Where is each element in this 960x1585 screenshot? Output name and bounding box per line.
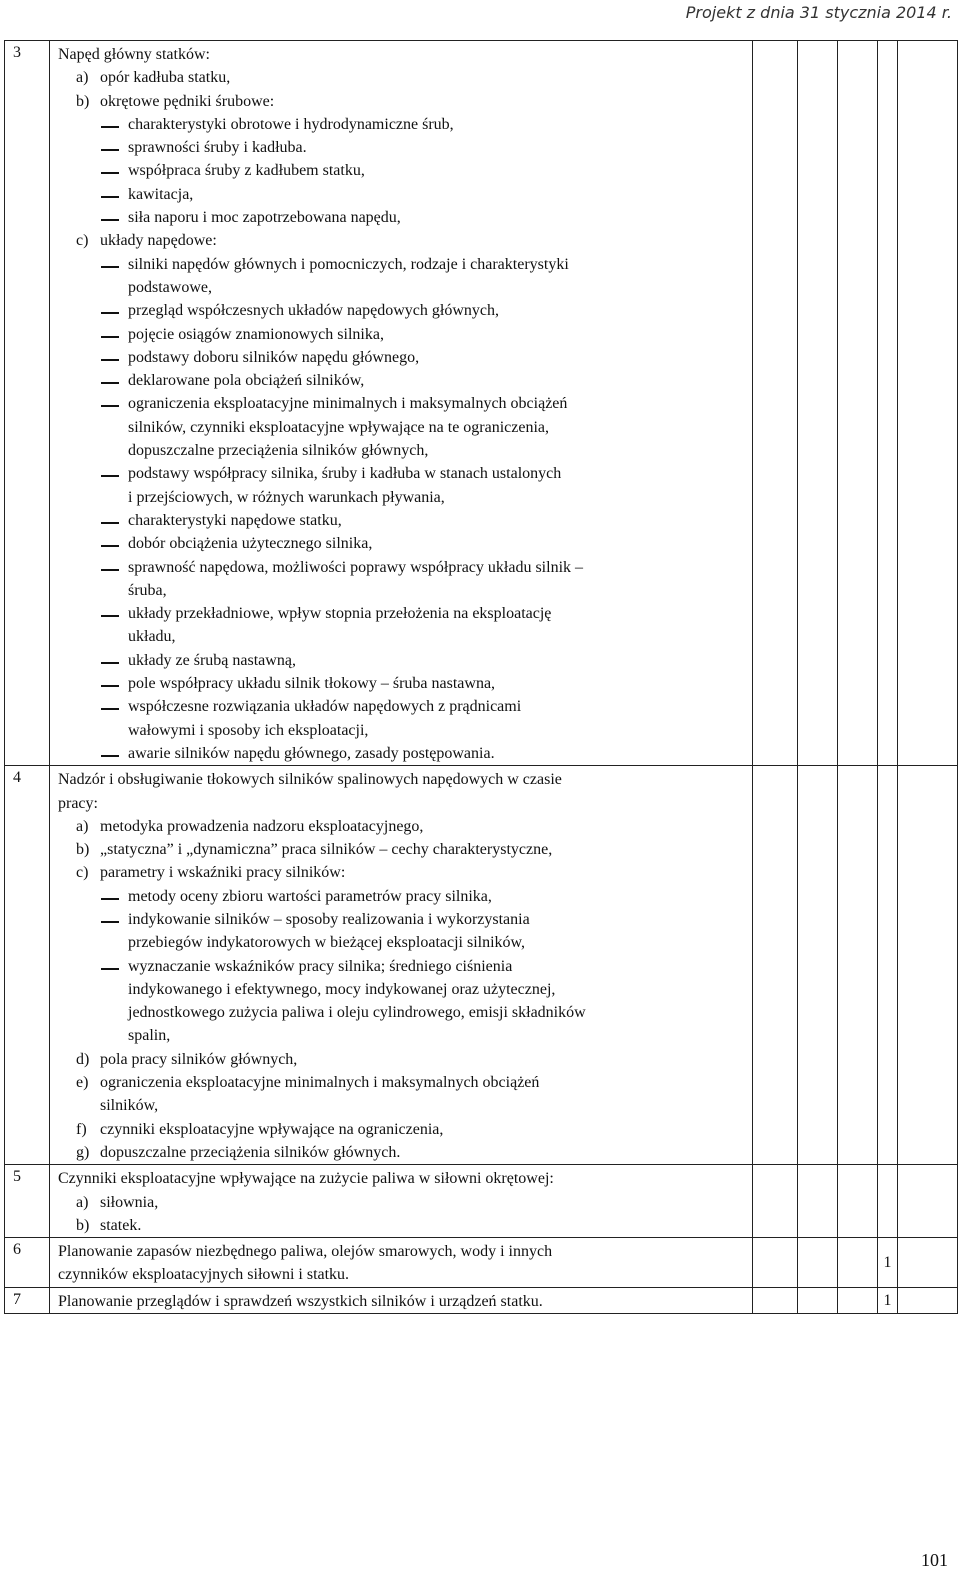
sub-item-label: a) (76, 817, 89, 835)
dash-item: pole współpracy układu silnik tłokowy – śruba nastawna, (58, 672, 748, 695)
dash-item-continuation: układu, (128, 628, 176, 646)
sub-item-text: „statyczna” i „dynamiczna” praca silników – cechy charakterystyczne, (100, 841, 553, 859)
sub-item (58, 90, 748, 113)
dash-item: pojęcie osiągów znamionowych silnika, (58, 323, 748, 346)
dash-item: sprawność napędowa, możliwości poprawy współpracy układu silnik – (58, 556, 748, 579)
dash-item: ograniczenia eksploatacyjne minimalnych i maksymalnych obciążeń (58, 392, 748, 415)
hours-value: 1 (883, 1253, 892, 1271)
table-row (5, 1238, 958, 1288)
dash-item-continuation: spalin, (128, 1027, 171, 1045)
sub-item-label: b) (76, 1216, 90, 1234)
sub-item-text: parametry i wskaźniki pracy silników: (100, 864, 346, 882)
empty-cell (898, 41, 958, 766)
empty-cell (838, 1165, 878, 1238)
sub-item-label: a) (76, 1193, 89, 1211)
topic-title: czynników eksploatacyjnych siłowni i statku. (58, 1266, 350, 1284)
dash-item-continuation: silników, czynniki eksploatacyjne wpływające na te ograniczenia, (128, 418, 550, 436)
sub-item-label: b) (76, 841, 90, 859)
dash-item: dobór obciążenia użytecznego silnika, (58, 532, 748, 555)
sub-item-text: opór kadłuba statku, (100, 69, 231, 87)
dash-item: przegląd współczesnych układów napędowych głównych, (58, 299, 748, 322)
row-number: 5 (5, 1165, 50, 1238)
sub-item (58, 229, 748, 252)
dash-item: układy ze śrubą nastawną, (58, 649, 748, 672)
dash-item: kawitacja, (58, 183, 748, 206)
row-content (50, 1165, 753, 1238)
dash-item: silniki napędów głównych i pomocniczych, rodzaje i charakterystyki (58, 253, 748, 276)
row-content (50, 1287, 753, 1313)
sub-item (58, 861, 748, 884)
sub-item (58, 1191, 748, 1214)
sub-item-text: metodyka prowadzenia nadzoru eksploatacyjnego, (100, 817, 424, 835)
sub-item-label: c) (76, 864, 89, 882)
empty-cell (753, 766, 798, 1165)
dash-item: współczesne rozwiązania układów napędowych z prądnicami (58, 695, 748, 718)
sub-item-text: statek. (100, 1216, 142, 1234)
sub-item-label: c) (76, 232, 89, 250)
dash-item: indykowanie silników – sposoby realizowania i wykorzystania (58, 908, 748, 931)
sub-item (58, 1214, 748, 1237)
table-row (5, 1165, 958, 1238)
hours-cell (878, 1165, 898, 1238)
topic-title: Napęd główny statków: (58, 46, 210, 63)
sub-item (58, 66, 748, 89)
sub-item (58, 838, 748, 861)
sub-item (58, 815, 748, 838)
sub-item-text: okrętowe pędniki śrubowe: (100, 92, 275, 110)
dash-item-continuation: podstawowe, (128, 278, 212, 296)
dash-item-continuation: dopuszczalne przeciążenia silników głównych, (128, 442, 429, 460)
dash-item-continuation: indykowanego i efektywnego, mocy indykowanej oraz użytecznej, (128, 980, 556, 998)
topic-title: Planowanie zapasów niezbędnego paliwa, olejów smarowych, wody i innych (58, 1243, 553, 1261)
empty-cell (753, 1287, 798, 1313)
dash-item: układy przekładniowe, wpływ stopnia przełożenia na eksploatację (58, 602, 748, 625)
hours-cell (878, 766, 898, 1165)
empty-cell (798, 1287, 838, 1313)
hours-cell (878, 1287, 898, 1313)
hours-cell (878, 41, 898, 766)
sub-item (58, 1141, 748, 1164)
hours-value: 1 (883, 1291, 892, 1309)
table-row (5, 41, 958, 766)
dash-item-continuation: i przejściowych, w różnych warunkach pływania, (128, 488, 445, 506)
row-number: 3 (5, 41, 50, 766)
row-number: 4 (5, 766, 50, 1165)
empty-cell (838, 1287, 878, 1313)
row-number: 6 (5, 1238, 50, 1288)
dash-item: sprawności śruby i kadłuba. (58, 136, 748, 159)
dash-item: podstawy doboru silników napędu głównego, (58, 346, 748, 369)
sub-item-continuation: silników, (100, 1097, 159, 1115)
sub-item-label: g) (76, 1143, 90, 1161)
dash-item: podstawy współpracy silnika, śruby i kadłuba w stanach ustalonych (58, 462, 748, 485)
dash-item: wyznaczanie wskaźników pracy silnika; średniego ciśnienia (58, 955, 748, 978)
sub-item (58, 1048, 748, 1071)
dash-item-continuation: przebiegów indykatorowych w bieżącej eksploatacji silników, (128, 934, 526, 952)
empty-cell (798, 41, 838, 766)
empty-cell (898, 1238, 958, 1288)
sub-item-label: d) (76, 1050, 90, 1068)
empty-cell (838, 766, 878, 1165)
sub-item-text: dopuszczalne przeciążenia silników głównych. (100, 1143, 401, 1161)
hours-cell (878, 1238, 898, 1288)
document-header: Projekt z dnia 31 stycznia 2014 r. (685, 3, 952, 22)
sub-item (58, 1071, 748, 1094)
table-row (5, 766, 958, 1165)
page-number: 101 (921, 1550, 948, 1570)
empty-cell (838, 41, 878, 766)
row-content (50, 41, 753, 766)
sub-item-text: ograniczenia eksploatacyjne minimalnych i maksymalnych obciążeń (100, 1074, 540, 1092)
empty-cell (898, 1287, 958, 1313)
dash-item: metody oceny zbioru wartości parametrów pracy silnika, (58, 885, 748, 908)
topic-title: Czynniki eksploatacyjne wpływające na zużycie paliwa w siłowni okrętowej: (58, 1170, 554, 1188)
row-content (50, 766, 753, 1165)
dash-item: deklarowane pola obciążeń silników, (58, 369, 748, 392)
sub-item-text: siłownia, (100, 1193, 159, 1211)
empty-cell (898, 766, 958, 1165)
table-row (5, 1287, 958, 1313)
dash-item: charakterystyki napędowe statku, (58, 509, 748, 532)
dash-item: siła naporu i moc zapotrzebowana napędu, (58, 206, 748, 229)
empty-cell (753, 41, 798, 766)
topic-title: Planowanie przeglądów i sprawdzeń wszystkich silników i urządzeń statku. (58, 1292, 543, 1310)
empty-cell (898, 1165, 958, 1238)
syllabus-table (4, 40, 958, 1314)
empty-cell (838, 1238, 878, 1288)
row-content (50, 1238, 753, 1288)
empty-cell (753, 1165, 798, 1238)
dash-item-continuation: śruba, (128, 581, 167, 599)
sub-item-text: czynniki eksploatacyjne wpływające na ograniczenia, (100, 1120, 444, 1138)
sub-item-label: e) (76, 1074, 89, 1092)
dash-item-continuation: jednostkowego zużycia paliwa i oleju cylindrowego, emisji składników (128, 1004, 586, 1022)
dash-item: współpraca śruby z kadłubem statku, (58, 159, 748, 182)
sub-item-label: a) (76, 69, 89, 87)
empty-cell (798, 1165, 838, 1238)
sub-item-text: pola pracy silników głównych, (100, 1050, 298, 1068)
row-number: 7 (5, 1287, 50, 1313)
sub-item-label: f) (76, 1120, 87, 1138)
dash-item-continuation: wałowymi i sposoby ich eksploatacji, (128, 721, 369, 739)
empty-cell (798, 766, 838, 1165)
topic-title: Nadzór i obsługiwanie tłokowych silników spalinowych napędowych w czasie (58, 771, 562, 789)
topic-title: pracy: (58, 794, 98, 812)
sub-item-label: b) (76, 92, 90, 110)
sub-item-text: układy napędowe: (100, 232, 217, 250)
empty-cell (798, 1238, 838, 1288)
empty-cell (753, 1238, 798, 1288)
dash-item: awarie silników napędu głównego, zasady postępowania. (58, 742, 748, 765)
sub-item (58, 1118, 748, 1141)
dash-item: charakterystyki obrotowe i hydrodynamiczne śrub, (58, 113, 748, 136)
